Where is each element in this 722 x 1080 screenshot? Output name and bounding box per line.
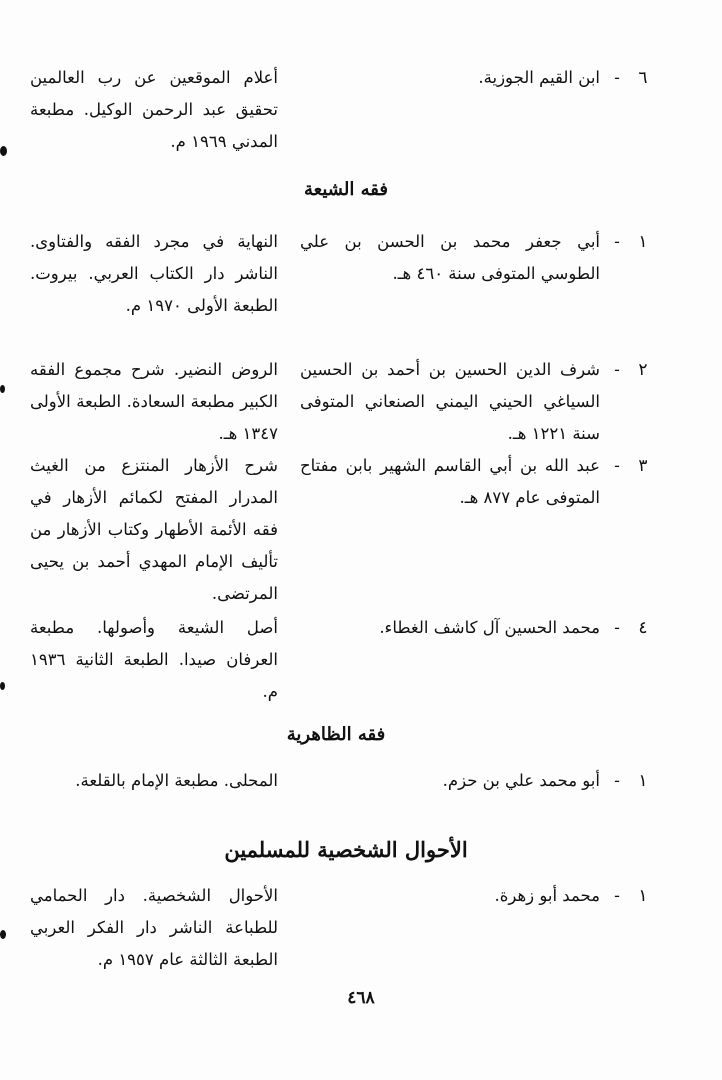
scan-mark [0,385,5,393]
entry-work: النهاية في مجرد الفقه والفتاوى. الناشر دار الكتاب العربي. بيروت. الطبعة الأولى ١٩٧٠ م. [30,232,278,315]
entry-work: أعلام الموقعين عن رب العالمين تحقيق عبد الرحمن الوكيل. مطبعة المدني ١٩٦٩ م. [30,68,278,151]
entry-work: الروض النضير. شرح مجموع الفقه الكبير مطبعة السعادة. الطبعة الأولى ١٣٤٧ هـ. [30,360,278,443]
entry-dash: - [614,360,620,380]
entry-dash: - [614,771,620,791]
scan-mark [0,930,6,939]
entry-author: محمد الحسين آل كاشف الغطاء. [379,618,600,637]
section-heading-zahiri: فقه الظاهرية [286,724,386,745]
entry-number: ٤ [638,618,648,638]
section-heading-shia: فقه الشيعة [304,179,388,200]
bibliography-entry [30,354,652,450]
entry-author: أبي جعفر محمد بن الحسن بن علي الطوسي المتوفى سنة ٤٦٠ هـ. [300,232,600,283]
entry-author: محمد أبو زهرة. [494,886,600,905]
entry-author: ابن القيم الجوزية. [478,68,600,87]
bibliography-entry [30,612,652,708]
bibliography-entry [30,450,652,612]
entry-author: أبو محمد علي بن حزم. [442,771,600,790]
entry-number: ١ [638,886,648,906]
entry-work: المحلى. مطبعة الإمام بالقلعة. [75,771,278,790]
section-heading-personal-status: الأحوال الشخصية للمسلمين [224,837,468,862]
bibliography-entry [30,226,652,354]
bibliography-entry [30,62,652,162]
entry-dash: - [614,618,620,638]
entry-author: شرف الدين الحسين بن أحمد بن الحسين السياغي الحيني اليمني الصنعاني المتوفى سنة ١٢٢١ هـ. [300,360,600,443]
bibliography-entry [30,765,652,805]
entry-work: شرح الأزهار المنتزع من الغيث المدرار المفتح لكمائم الأزهار في فقه الأئمة الأطهار وكتاب الأزهار من تأليف الإمام المهدي أحمد بن يحيى المرتضى. [30,456,278,603]
scan-mark [0,146,7,156]
entry-number: ٣ [638,456,648,476]
entry-number: ٦ [638,68,648,88]
entry-number: ١ [638,232,648,252]
bibliography-entry [30,880,652,980]
entry-dash: - [614,456,620,476]
entry-dash: - [614,886,620,906]
scan-mark [0,682,5,690]
entry-dash: - [614,232,620,252]
entry-number: ١ [638,771,648,791]
entry-number: ٢ [638,360,648,380]
page-number: ٤٦٨ [347,988,375,1008]
entry-work: أصل الشيعة وأصولها. مطبعة العرفان صيدا. الطبعة الثانية ١٩٣٦ م. [30,618,278,701]
entry-dash: - [614,68,620,88]
entry-work: الأحوال الشخصية. دار الحمامي للطباعة الناشر دار الفكر العربي الطبعة الثالثة عام ١٩٥٧ م. [30,886,278,969]
entry-author: عبد الله بن أبي القاسم الشهير بابن مفتاح المتوفى عام ٨٧٧ هـ. [300,456,600,507]
